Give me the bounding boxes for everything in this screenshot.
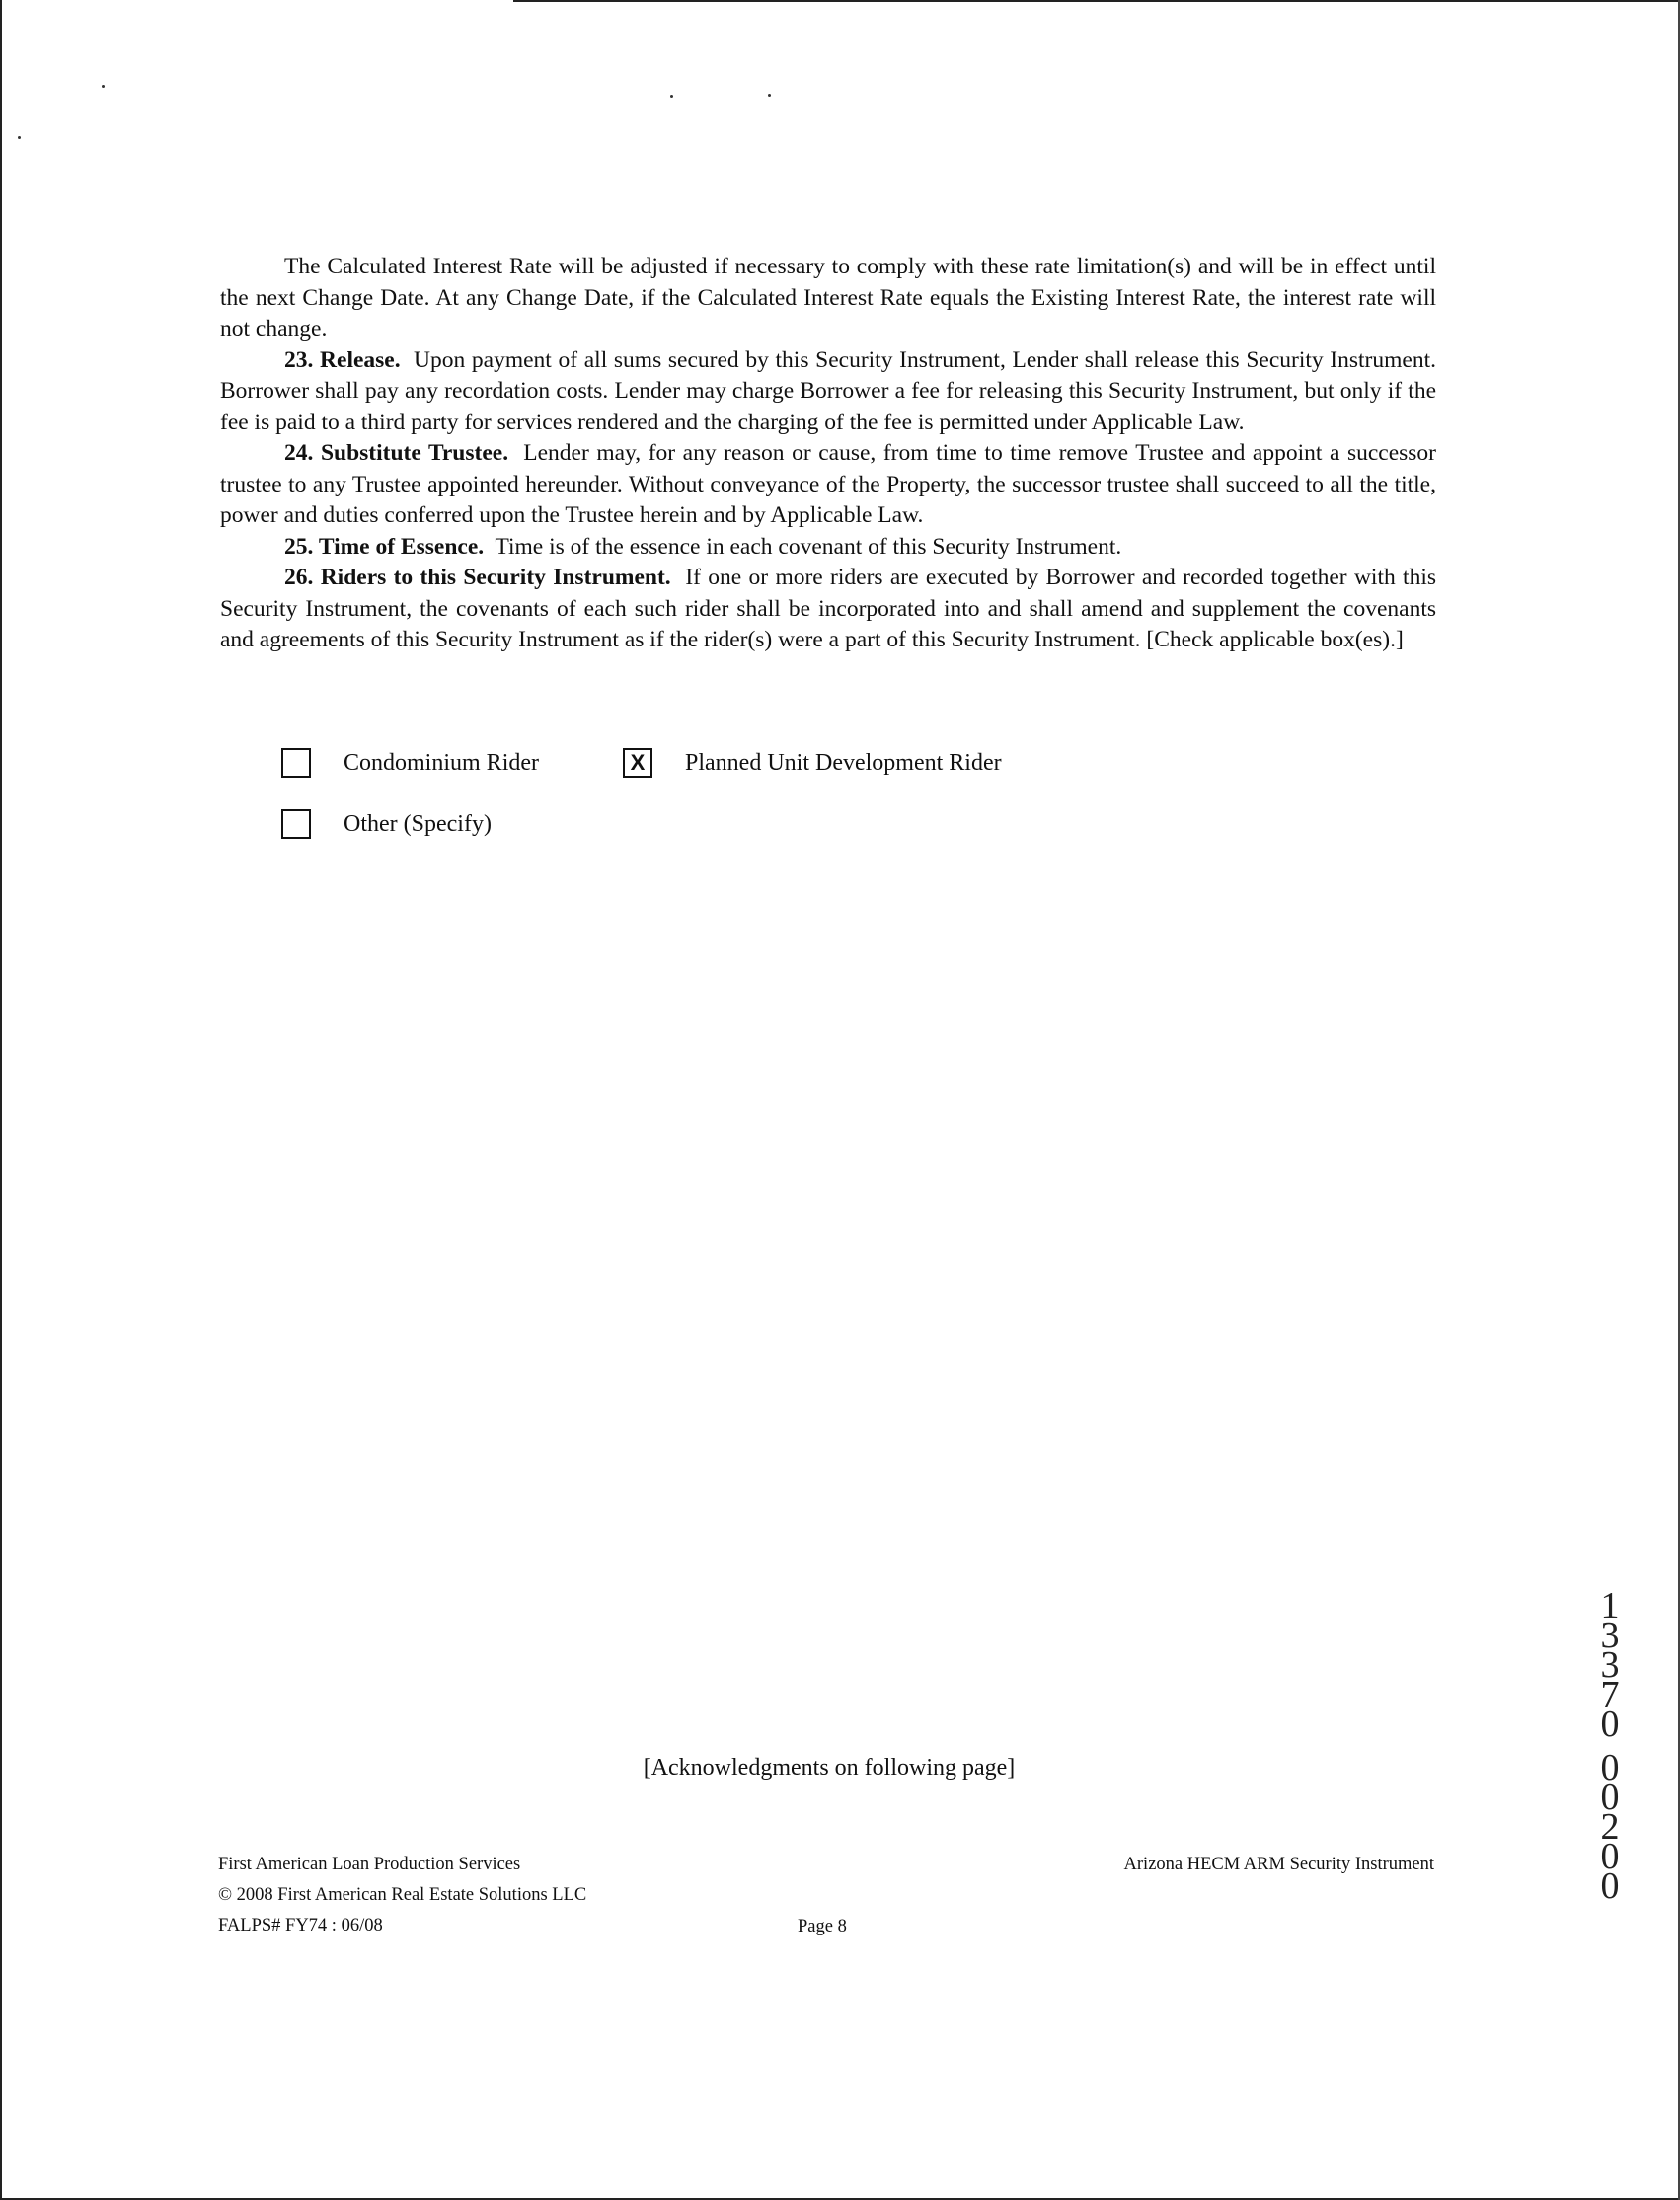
other-rider-label: Other (Specify) [344, 810, 492, 837]
paragraph-text: The Calculated Interest Rate will be adjusted if necessary to comply with these rate limitation(s) and will be in effect until the next Change Date. At any Change Date, if the Calculated Interest Rate equals the Existing Interest Rate, the interest rate will not change. [220, 254, 1436, 341]
section-heading: 24. Substitute Trustee. [284, 440, 509, 466]
paragraph-release [220, 345, 1436, 439]
section-heading: 25. Time of Essence. [284, 533, 485, 560]
recording-stamp-char: 0 [1600, 1865, 1620, 1907]
pud-rider-label: Planned Unit Development Rider [685, 749, 1002, 776]
recording-stamp [1591, 1585, 1629, 1907]
left-scan-edge [0, 0, 2, 2200]
top-scan-edge [513, 0, 1680, 2]
footer-company: First American Loan Production Services [218, 1855, 521, 1874]
recording-stamp-char: 0 [1600, 1836, 1620, 1877]
acknowledgment-note: [Acknowledgments on following page] [643, 1755, 1016, 1781]
paragraph-text: Time is of the essence in each covenant of this Security Instrument. [495, 533, 1122, 560]
footer-copyright: © 2008 First American Real Estate Solutions LLC [218, 1885, 587, 1905]
paragraph-text: Upon payment of all sums secured by this Security Instrument, Lender shall release this Security Instrument. Borrower shall pay any recordation costs. Lender may charge Borrower a fee for releasing this Security Instrument, but only if the fee is paid to a third party for services rendered and the charging of the fee is permitted under Applicable Law. [220, 346, 1436, 435]
recording-stamp-char: 0 [1600, 1777, 1620, 1818]
footer-form-id: FALPS# FY74 : 06/08 [218, 1916, 383, 1935]
recording-stamp-char: 3 [1600, 1615, 1620, 1656]
recording-stamp-char: 1 [1600, 1585, 1620, 1627]
footer-page-number: Page 8 [798, 1917, 847, 1936]
recording-stamp-char: 3 [1600, 1644, 1620, 1686]
rider-option-condominium [281, 748, 539, 778]
recording-stamp-char: 2 [1600, 1806, 1620, 1848]
rider-option-other [281, 809, 492, 839]
scan-speck [670, 95, 673, 98]
scan-speck [768, 94, 771, 97]
document-body [220, 252, 1436, 656]
section-heading: 26. Riders to this Security Instrument. [284, 565, 671, 590]
recording-stamp-char: 0 [1600, 1747, 1620, 1788]
paragraph-riders [220, 563, 1436, 656]
section-heading: 23. Release. [284, 346, 401, 373]
pud-rider-checkbox[interactable]: X [623, 748, 652, 778]
scan-speck [18, 136, 21, 139]
condominium-rider-label: Condominium Rider [344, 749, 539, 776]
recording-stamp-char: 0 [1600, 1704, 1620, 1745]
condominium-rider-checkbox[interactable] [281, 748, 311, 778]
recording-stamp-char: 7 [1600, 1674, 1620, 1715]
scan-speck [102, 85, 105, 88]
paragraph-time-of-essence [220, 532, 1436, 564]
other-rider-checkbox[interactable] [281, 809, 311, 839]
paragraph-rate-adjustment [220, 252, 1436, 345]
paragraph-substitute-trustee [220, 438, 1436, 532]
rider-option-pud [623, 748, 1002, 778]
footer-left [218, 1850, 586, 1941]
paragraph-text: If one or more riders are executed by Borrower and recorded together with this Security Instrument, the covenants of each such rider shall be incorporated into and shall amend and supplement the covenants and agreements of this Security Instrument as if the rider(s) were a part of this Security Instrument. [Check applicable box(es).] [220, 565, 1437, 652]
footer-document-title: Arizona HECM ARM Security Instrument [1123, 1855, 1434, 1874]
paragraph-text: Lender may, for any reason or cause, from time to time remove Trustee and appoint a successor trustee to any Trustee appointed hereunder. Without conveyance of the Property, the successor trustee shall succeed to all the title, power and duties conferred upon the Trustee herein and by Applicable Law. [220, 440, 1437, 528]
